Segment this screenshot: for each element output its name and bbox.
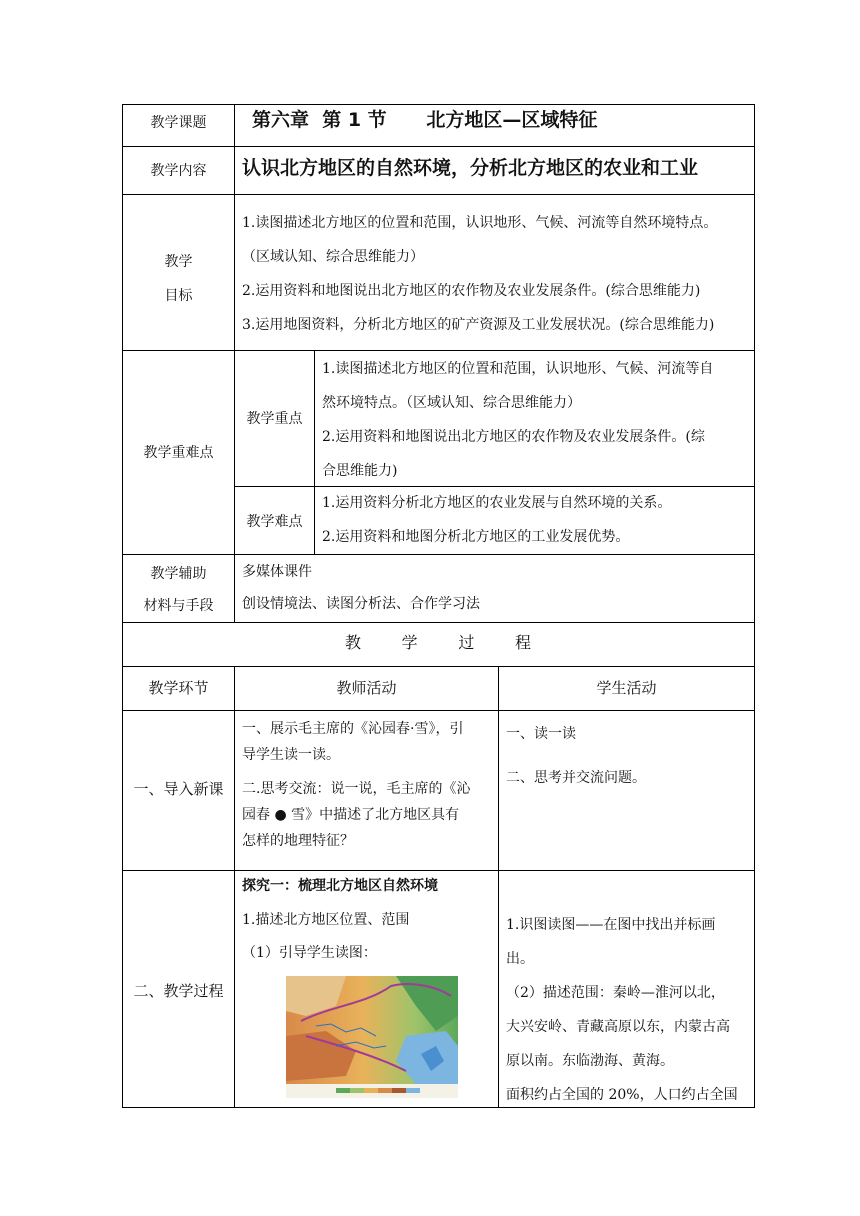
focus-line: 1.读图描述北方地区的位置和范围，认识地形、气候、河流等自	[322, 361, 714, 377]
objectives-label	[123, 245, 234, 313]
aids-label-line2: 材料与手段	[143, 598, 214, 614]
teacher-heading: 探究一：梳理北方地区自然环境	[242, 878, 438, 894]
topic-label: 教学课题	[150, 115, 207, 131]
focus-line: 合思维能力)	[322, 463, 398, 479]
teacher-line: 怎样的地理特征？	[242, 833, 354, 849]
aids-label	[123, 558, 234, 622]
content-label: 教学内容	[150, 163, 207, 179]
student-line: 原以南。东临渤海、黄海。	[506, 1053, 674, 1069]
teacher-line: 1.描述北方地区位置、范围	[242, 912, 410, 928]
objective-line: 1.读图描述北方地区的位置和范围，认识地形、气候、河流等自然环境特点。	[242, 215, 718, 231]
teacher-line: 二.思考交流：说一说，毛主席的《沁	[242, 781, 471, 797]
teacher-line: （1）引导学生读图：	[242, 945, 377, 961]
intro-student-activity	[506, 712, 646, 800]
focus-line: 2.运用资料和地图说出北方地区的农作物及农业发展条件。(综	[322, 429, 705, 445]
focus-line: 然环境特点。（区域认知、综合思维能力）	[322, 395, 581, 411]
aids-content	[242, 556, 480, 620]
student-line: 面积约占全国的 20%，人口约占全国	[506, 1087, 738, 1103]
difficulty-line: 1.运用资料分析北方地区的农业发展与自然环境的关系。	[322, 495, 672, 511]
difficulty-label: 教学难点	[246, 514, 303, 530]
objective-line: 2.运用资料和地图说出北方地区的农作物及农业发展条件。(综合思维能力)	[242, 283, 701, 299]
process-student-activity	[506, 908, 738, 1112]
process-title: 教 学 过 程	[344, 633, 532, 652]
north-china-map-image	[286, 976, 458, 1098]
aids-label-line1: 教学辅助	[150, 566, 207, 582]
key-points-label: 教学重难点	[143, 445, 214, 461]
student-line: 出。	[506, 951, 534, 967]
difficulty-list	[322, 486, 671, 554]
content-value: 认识北方地区的自然环境，分析北方地区的农业和工业	[242, 157, 699, 179]
map-icon	[286, 976, 458, 1098]
teacher-line: 一、展示毛主席的《沁园春·雪》，引	[242, 721, 464, 737]
teacher-line: 导学生读一读。	[242, 747, 340, 763]
objectives-label-line1: 教学	[164, 254, 193, 270]
student-line: （2）描述范围：秦岭—淮河以北，	[506, 985, 725, 1001]
focus-list	[322, 352, 713, 488]
col-header-stage: 教学环节	[148, 679, 209, 697]
difficulty-line: 2.运用资料和地图分析北方地区的工业发展优势。	[322, 529, 630, 545]
topic-value: 第六章 第 1 节 北方地区—区域特征	[252, 109, 598, 131]
student-line: 一、读一读	[506, 726, 576, 742]
aids-line: 创设情境法、读图分析法、合作学习法	[242, 596, 480, 612]
intro-teacher-activity	[242, 716, 470, 854]
objective-line: （区域认知、综合思维能力）	[242, 249, 424, 265]
stage-process: 二、教学过程	[133, 982, 224, 1000]
col-header-teacher: 教师活动	[336, 679, 397, 697]
objectives-label-line2: 目标	[164, 288, 193, 304]
aids-line: 多媒体课件	[242, 564, 312, 580]
student-line: 二、思考并交流问题。	[506, 770, 646, 786]
focus-label: 教学重点	[246, 411, 303, 427]
col-header-student: 学生活动	[596, 679, 657, 697]
objectives-list	[242, 206, 717, 342]
stage-intro: 一、导入新课	[133, 780, 224, 798]
teacher-line: 园春 ● 雪》中描述了北方地区具有	[242, 807, 460, 823]
student-line: 大兴安岭、青藏高原以东，内蒙古高	[506, 1019, 730, 1035]
objective-line: 3.运用地图资料，分析北方地区的矿产资源及工业发展状况。(综合思维能力)	[242, 317, 715, 333]
student-line: 1.识图读图——在图中找出并标画	[506, 917, 716, 933]
